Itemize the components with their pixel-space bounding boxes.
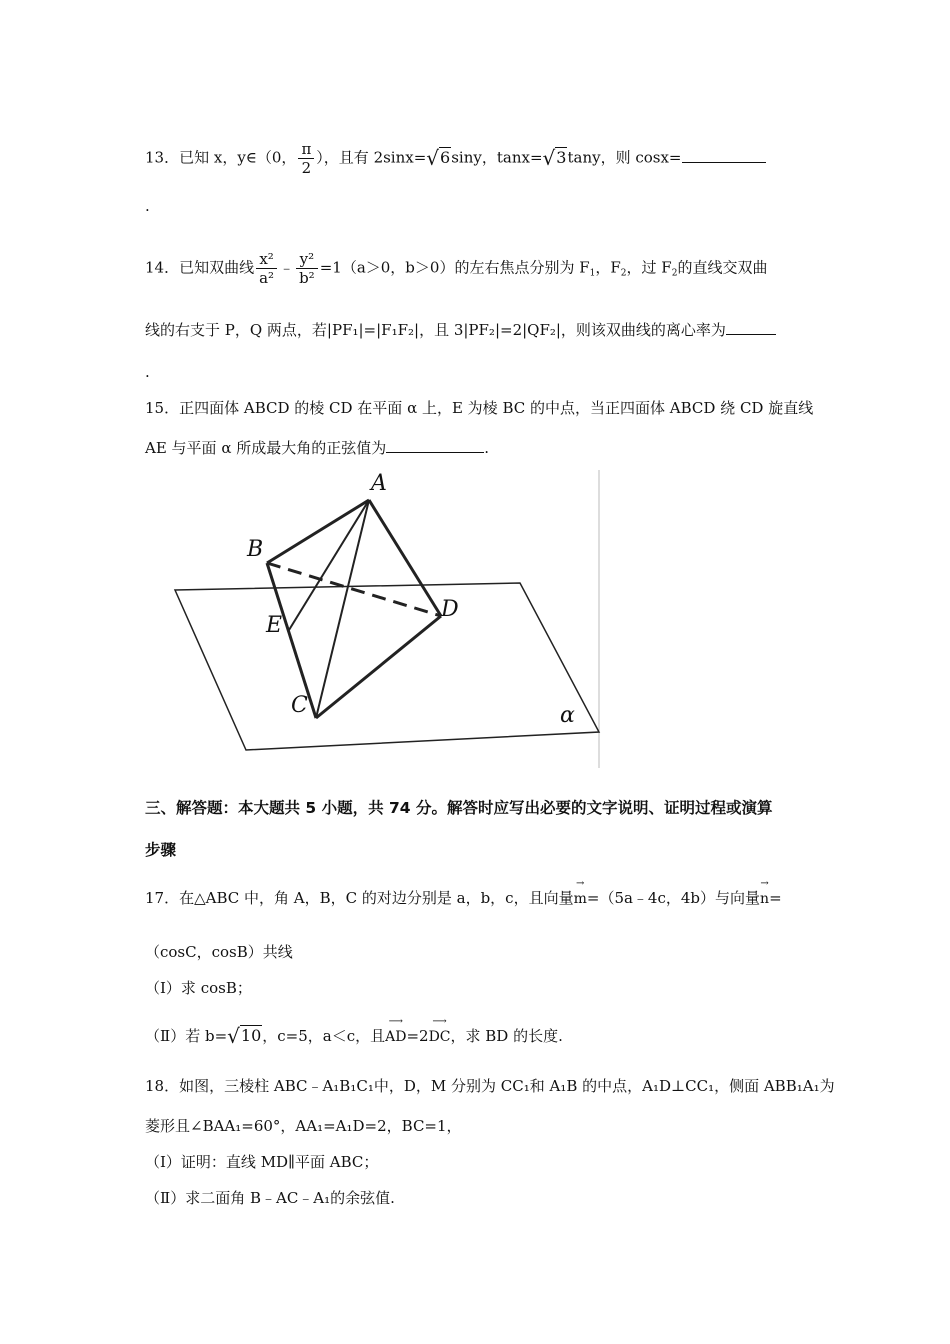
q17-part2-eq: =2 — [406, 1027, 429, 1045]
edge-cd — [316, 616, 441, 718]
q13-sqrt-3: √3 — [542, 145, 567, 170]
q14-after: =1（a＞0，b＞0）的左右焦点分别为 F — [319, 258, 590, 277]
vector-m: → m — [573, 878, 587, 907]
q17-line1 — [145, 878, 782, 909]
q18-line1: 18．如图，三棱柱 ABC﹣A₁B₁C₁中，D，M 分别为 CC₁和 A₁B 的中点，A₁D⊥CC₁，侧面 ABB₁A₁为 — [145, 1077, 835, 1095]
edge-ab — [267, 500, 369, 563]
edge-ae — [289, 500, 369, 630]
section3-line2: 步骤 — [145, 841, 177, 859]
q13-prefix: 13．已知 x，y∈（0， — [145, 148, 297, 167]
q18-line2: 菱形且∠BAA₁=60°，AA₁=A₁D=2，BC=1， — [145, 1117, 462, 1135]
q14-answer-blank — [726, 320, 776, 335]
q17-part2-mid: ，c=5，a＜c，且 — [262, 1027, 386, 1045]
q13-mid2: siny，tanx= — [451, 148, 543, 167]
q13-end: . — [145, 197, 150, 215]
q14-fraction-x: $\frac{\text{x²}}{\text{a²}}$ — [256, 250, 277, 287]
q13-frac-den: 2 — [301, 159, 312, 177]
q14-line2 — [145, 320, 776, 340]
q17-sqrt-10: √10 — [227, 1024, 262, 1048]
q13-mid1: ），且有 2sinx= — [316, 148, 427, 167]
q13-answer-blank — [682, 148, 766, 163]
vector-n: → n — [760, 878, 770, 907]
q14-sub1: 1 — [589, 268, 596, 279]
label-d: D — [441, 597, 459, 622]
tetrahedron-figure — [145, 470, 605, 770]
q14-sub3: 2 — [671, 268, 678, 279]
q18-part2: （Ⅱ）求二面角 B﹣AC﹣A₁的余弦值. — [145, 1189, 395, 1207]
q13-fraction — [298, 140, 314, 177]
q14-minus: ﹣ — [279, 258, 295, 277]
plane-alpha — [175, 583, 599, 750]
q13-line — [145, 140, 766, 177]
q17-mid: =（5a﹣4c，4b）与向量 — [586, 889, 761, 907]
vector-dc: ⟶ DC — [428, 1016, 451, 1045]
q14-end: . — [145, 363, 150, 381]
q17-line2: （cosC，cosB）共线 — [145, 943, 293, 961]
q14-comma1: ，F — [595, 258, 621, 277]
q17-part2 — [145, 1016, 563, 1048]
label-c: C — [291, 693, 308, 718]
q15-line2 — [145, 438, 489, 458]
q15-line2-text: AE 与平面 α 所成最大角的正弦值为 — [145, 439, 387, 457]
q17-prefix: 17．在△ABC 中，角 A，B，C 的对边分别是 a，b，c，且向量 — [145, 889, 574, 907]
q13-mid3: tany，则 cosx= — [567, 148, 682, 167]
q13-frac-num: π — [298, 140, 314, 159]
q15-line1: 15．正四面体 ABCD 的棱 CD 在平面 α 上，E 为棱 BC 的中点，当正四面体 ABCD 绕 CD 旋直线 — [145, 399, 814, 417]
q14-prefix: 14．已知双曲线 — [145, 258, 255, 277]
q18-part1: （Ⅰ）证明：直线 MD∥平面 ABC； — [145, 1153, 379, 1171]
q17-end: = — [769, 889, 782, 907]
q14-text4: 的直线交双曲 — [677, 258, 768, 277]
q14-line2-text: 线的右支于 P，Q 两点，若|PF₁|=|F₁F₂|，且 3|PF₂|=2|QF₂|，则该双曲线的离心率为 — [145, 321, 726, 339]
q17-part1: （Ⅰ）求 cosB； — [145, 979, 252, 997]
q15-end: . — [484, 439, 489, 457]
q14-fraction-y: $\frac{\text{y²}}{\text{b²}}$ — [296, 250, 318, 287]
q17-part2-end: ，求 BD 的长度. — [450, 1027, 563, 1045]
q13-sqrt-6: √6 — [426, 145, 451, 170]
label-alpha: α — [560, 703, 575, 728]
label-a: A — [371, 471, 387, 496]
q14-sub2: 2 — [620, 268, 627, 279]
section3-line1: 三、解答题：本大题共 5 小题，共 74 分。解答时应写出必要的文字说明、证明过程或演算 — [145, 799, 773, 817]
label-e: E — [266, 613, 283, 638]
edge-bd-hidden — [267, 563, 441, 616]
vector-ad: ⟶ AD — [385, 1016, 407, 1045]
q14-line1 — [145, 250, 767, 287]
label-b: B — [247, 537, 264, 562]
q17-part2-prefix: （Ⅱ）若 b= — [145, 1027, 228, 1045]
q14-text3: ，过 F — [626, 258, 672, 277]
edge-ac — [316, 500, 369, 718]
q15-answer-blank — [386, 438, 484, 453]
